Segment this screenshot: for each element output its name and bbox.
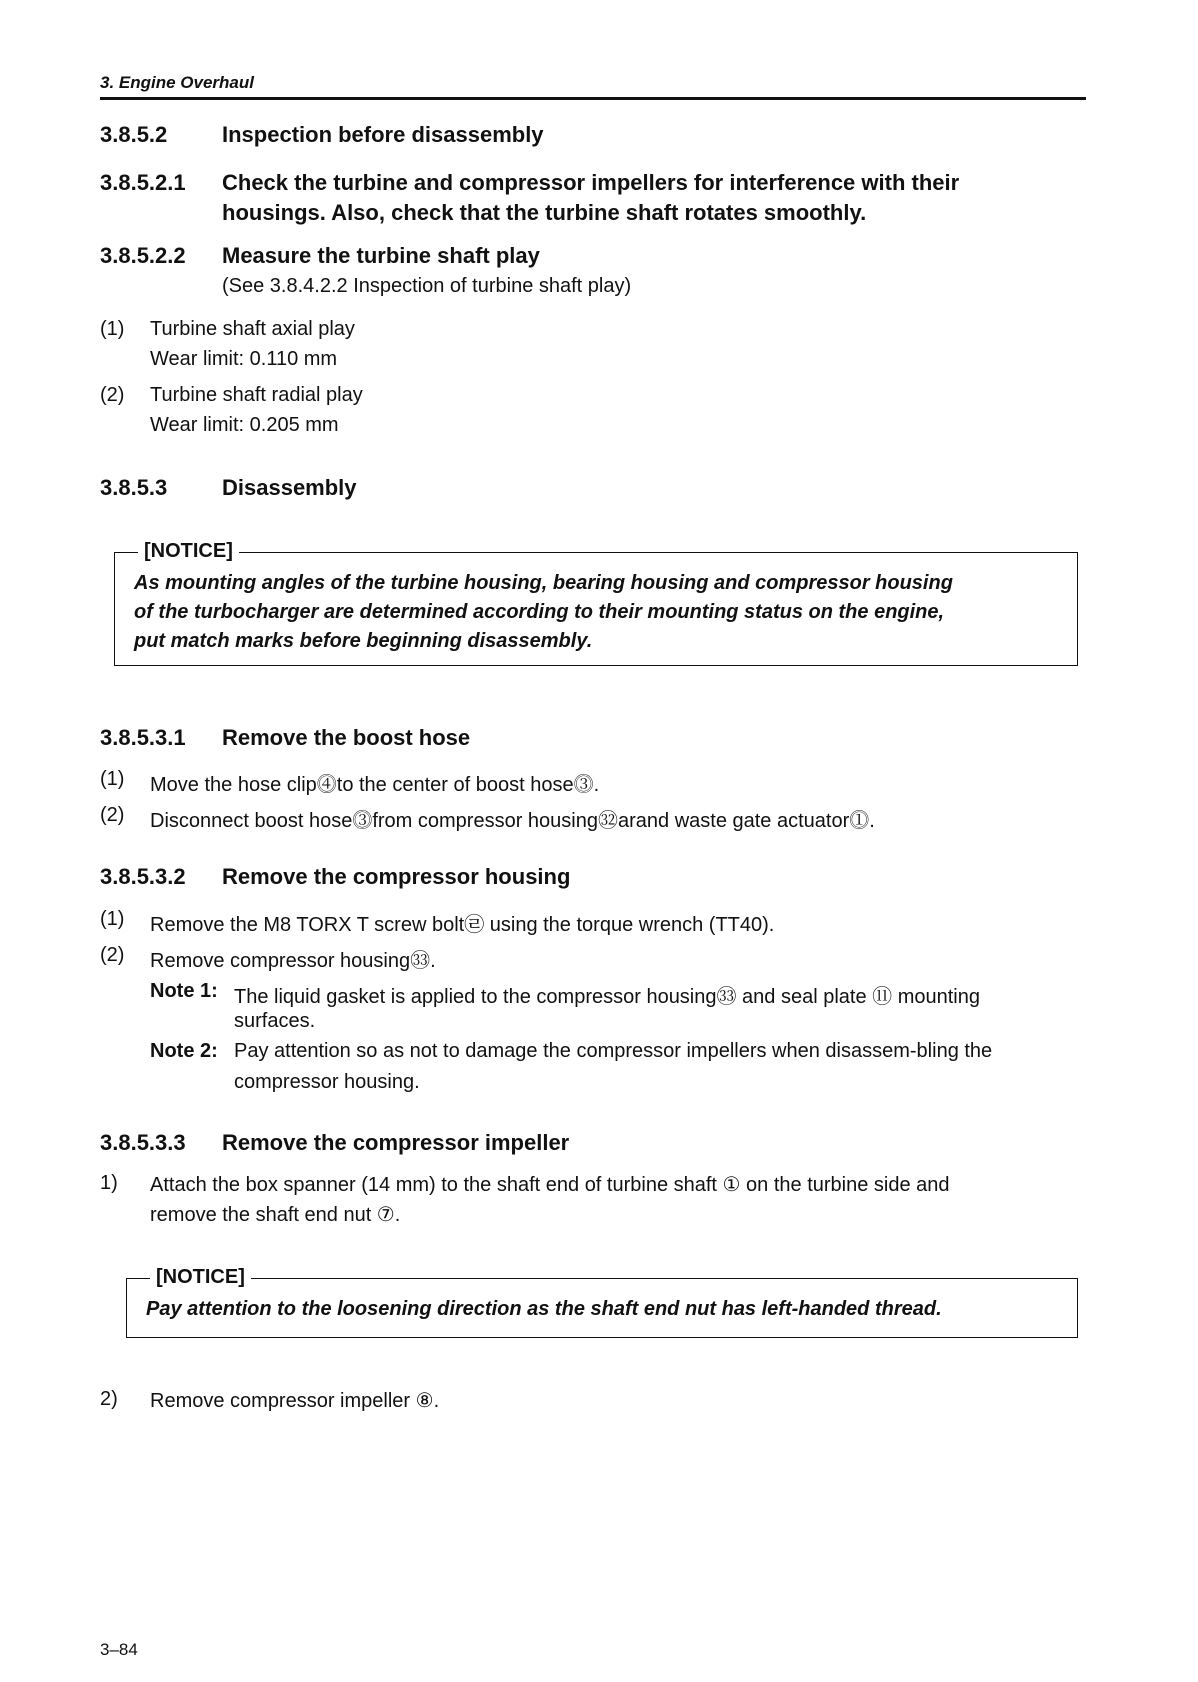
list-item-text: Remove the M8 TORX T screw bolt㉣ using the torque wrench (TT40). — [150, 914, 775, 936]
section-title: Remove the boost hose — [222, 725, 471, 750]
notice-label: [NOTICE] — [150, 1266, 251, 1289]
header-rule — [100, 97, 1086, 100]
list-item-text-line2: remove the shaft end nut ⑦. — [150, 1204, 401, 1226]
notice-line: Pay attention to the loosening direction as the shaft end nut has left-handed thread. — [146, 1298, 942, 1320]
note-text-line1: Pay attention so as not to damage the compressor impellers when disassem-bling the — [234, 1040, 993, 1062]
page-number: 3–84 — [100, 1640, 138, 1659]
list-marker: (1) — [100, 908, 125, 930]
chapter-title: 3. Engine Overhaul — [100, 73, 254, 92]
list-marker: (2) — [100, 804, 125, 826]
list-marker: 2) — [100, 1388, 118, 1410]
section-title-line2: housings. Also, check that the turbine shaft rotates smoothly. — [222, 200, 867, 225]
section-title-line1: Check the turbine and compressor impellers for interference with their — [222, 170, 960, 195]
note-label: Note 1: — [150, 980, 218, 1002]
section-title: Remove the compressor impeller — [222, 1130, 570, 1155]
section-number: 3.8.5.2.2 — [100, 243, 186, 268]
section-title: Measure the turbine shaft play — [222, 243, 540, 268]
section-title: Remove the compressor housing — [222, 864, 571, 889]
section-title: Disassembly — [222, 475, 357, 500]
section-number: 3.8.5.3.3 — [100, 1130, 186, 1155]
notice-line: of the turbocharger are determined according to their mounting status on the engine, — [134, 601, 945, 623]
list-item-text: Remove compressor impeller ⑧. — [150, 1390, 440, 1412]
section-number: 3.8.5.3.2 — [100, 864, 186, 889]
note-text-line1: The liquid gasket is applied to the compressor housing㉝ and seal plate ⑪ mounting — [234, 986, 980, 1008]
note-text-line2: surfaces. — [234, 1010, 316, 1032]
section-number: 3.8.5.2 — [100, 122, 168, 147]
list-item-label: Turbine shaft radial play — [150, 384, 363, 406]
list-item-text-line1: Attach the box spanner (14 mm) to the shaft end of turbine shaft ① on the turbine side and — [150, 1174, 950, 1196]
notice-line: put match marks before beginning disassembly. — [134, 630, 593, 652]
list-marker: (2) — [100, 944, 125, 966]
section-number: 3.8.5.2.1 — [100, 170, 186, 195]
list-marker: 1) — [100, 1172, 118, 1194]
section-number: 3.8.5.3.1 — [100, 725, 186, 750]
list-marker: (1) — [100, 318, 125, 340]
section-number: 3.8.5.3 — [100, 475, 168, 500]
list-item-text: Disconnect boost hose⓷from compressor housing㉜arand waste gate actuator⓵. — [150, 810, 875, 832]
note-label: Note 2: — [150, 1040, 218, 1062]
list-marker: (2) — [100, 384, 125, 406]
notice-line: As mounting angles of the turbine housing, bearing housing and compressor housing — [134, 572, 953, 594]
list-item-text: Remove compressor housing㉝. — [150, 950, 436, 972]
wear-limit: Wear limit: 0.110 mm — [150, 348, 338, 370]
list-item-text: Move the hose clip⓸to the center of boost hose⓷. — [150, 774, 600, 796]
list-marker: (1) — [100, 768, 125, 790]
note-text-line2: compressor housing. — [234, 1071, 420, 1093]
wear-limit: Wear limit: 0.205 mm — [150, 414, 339, 436]
notice-label: [NOTICE] — [138, 540, 239, 563]
cross-reference: (See 3.8.4.2.2 Inspection of turbine shaft play) — [222, 275, 632, 297]
list-item-label: Turbine shaft axial play — [150, 318, 355, 340]
section-title: Inspection before disassembly — [222, 122, 544, 147]
